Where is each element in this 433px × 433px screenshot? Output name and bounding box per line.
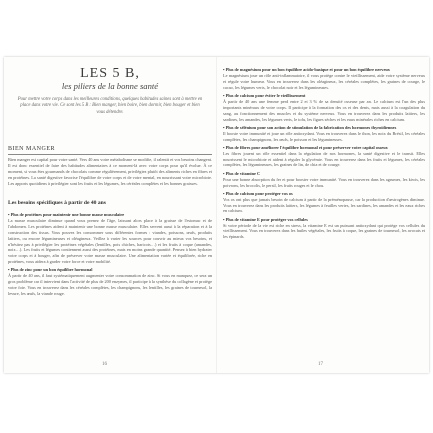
- list-item: [223, 191, 425, 215]
- subsection-heading: Les besoins spécifiques à partir de 40 ans: [8, 200, 106, 206]
- chapter-intro: Pour mettre votre corps dans les meilleures conditions, quelques habitudes saines sont à mettre en place dans votre vie. Ce sont les 5 B : Bien manger, bien boire, bien dormir, bien bouger et bien vous détendre.: [17, 97, 203, 115]
- item-heading: • Plus de calcium pour éviter le vieillissement: [223, 92, 306, 98]
- item-text: À partir de 40 ans, il faut systématiquement augmenter votre consommation de zinc. Si vous en manquez, ce sera un gros problème car il intervient dans l'activité de plus de 200 enzymes, il participe à la synthèse du collagène et protège votre foie. Vous en trouverez dans les céréales complètes, les champignons, les lentilles, les graines de tournesol, la levure, les œufs, la viande rouge.: [8, 273, 212, 297]
- item-heading: • Plus de vitamine C: [223, 170, 261, 176]
- book-gutter: [216, 57, 217, 373]
- item-heading: • Plus de zinc pour un bon équilibre hormonal: [8, 267, 93, 273]
- item-heading: • Plus de fibres pour améliorer l'équilibre hormonal et pour préserver votre capital osseux: [223, 144, 388, 150]
- bien-manger-paragraph: Bien manger est capital pour votre santé. Vers 40 ans votre métabolisme se modifie, il ralentit et vos besoins changent. Il est donc essentiel de faire des habitudes alimentaires à ce moment-là avec votre corps pour qu'il évolue. À ce moment, si vous êtes gourmands de chocolats comme régulièrement, privilégiez plutôt des aliments riches en fibres et en protéines. La santé digestive favorise l'équilibre de votre corps et de votre mental, en nourrissant votre microbiote. Les apports quotidiens à privilégier sont les fruits et les légumes, les céréales complètes et les bonnes graisses.: [8, 157, 212, 186]
- section-heading-bien-manger: BIEN MANGER: [8, 146, 55, 152]
- item-text: À partir de 40 ans une femme perd entre 2 et 3 % de sa densité osseuse par an. Le calcium est l'un des plus importants minéraux de votre corps. Il participe à la formation des os et des dents, mais aussi à la coagulation du sang, au fonctionnement des muscles et du système nerveux. Vous en trouverez dans les produits laitiers, les sardines, les amandes, les légumes verts, le tofu, les figues sèches et les eaux minérales riches en calcium.: [223, 98, 425, 122]
- list-item: [223, 125, 425, 143]
- left-items: [8, 212, 212, 299]
- list-item: [223, 93, 425, 123]
- right-page: [223, 60, 425, 372]
- item-heading: • Plus de sélénium pour son action de stimulation de la fabrication des hormones thyroïdiennes: [223, 124, 397, 130]
- heading-rule: [8, 154, 212, 155]
- item-heading: • Plus de vitamine E pour protéger vos cellules: [223, 216, 308, 222]
- item-text: Pour une bonne absorption du fer et pour booster votre immunité. Vous en trouverez dans les agrumes, les kiwis, les poivrons, les brocolis, le persil, les fruits rouges et le chou.: [223, 176, 425, 188]
- list-item: [8, 212, 212, 265]
- item-text: Si votre période de la vie est riche en stress, la vitamine E est un puissant antioxydant qui protège vos cellules du vieillissement. Vous en trouverez dans les huiles végétales, les fruits à coque, les graines de tournesol, les avocats et les épinards.: [223, 222, 425, 240]
- item-text: La masse musculaire diminue quand vous prenez de l'âge, laissant alors place à la graisse de l'estomac et de l'abdomen. Les protéines aident à maintenir une bonne masse musculaire. Elles servent aussi à la réparation et à la construction des tissus. Vous pouvez les consommer sous différentes formes : viandes, poissons, œufs, produits laitiers, ou encore légumineuses et oléagineux. Veillez à varier les sources pour couvrir au mieux vos besoins, et n'hésitez pas à privilégier les protéines végétales (lentilles, pois chiches, haricots…) et les fruits à coque (amandes, noix…). Les fruits et légumes contiennent aussi des protéines, mais en moins grande quantité. Pensez à bien hydrater votre corps et à bouger, afin de préserver votre masse musculaire. Une alimentation variée et équilibrée, riche en protéines, vous aidera à garder votre force et votre mobilité.: [8, 217, 212, 265]
- chapter-title: LES 5 B,: [80, 66, 140, 81]
- item-text: Il booste votre immunité et joue un rôle antioxydant. Vous en trouverez dans le thon, les noix du Brésil, les céréales complètes, les champignons, les œufs, le poisson et les légumineuses.: [223, 130, 425, 142]
- list-item: [223, 145, 425, 169]
- list-item: [223, 217, 425, 241]
- left-page: [8, 60, 212, 372]
- item-text: Les fibres jouent un rôle essentiel dans la régulation de nos hormones, la santé digestive et le transit. Elles nourrissent le microbiote et aident à réguler la glycémie. Vous en trouverez dans les fruits et légumes, les céréales complètes, les légumineuses, les graines de lin, de chia et de courge.: [223, 150, 425, 168]
- list-item: [8, 267, 212, 297]
- page-number-left: 16: [102, 362, 107, 367]
- list-item: [223, 67, 425, 91]
- page-number-right: 17: [318, 362, 323, 367]
- item-heading: • Plus de magnésium pour un bon équilibre acido-basique et pour un bon équilibre nerveux: [223, 67, 390, 72]
- item-heading: • Plus de protéines pour maintenir une bonne masse musculaire: [8, 212, 125, 217]
- chapter-subtitle: les piliers de la bonne santé: [61, 81, 159, 91]
- item-heading: • Plus de calcium pour protéger vos os: [223, 190, 293, 196]
- item-text: Vos os ont plus que jamais besoin de calcium à partir de la préménopause, car la production d'œstrogènes diminue. Vous en trouverez dans les produits laitiers, les légumes à feuilles vertes, les sardines, les amandes et les eaux riches en calcium.: [223, 196, 425, 214]
- item-text: Le magnésium joue un rôle anti-inflammatoire, il vous protège contre le vieillissement, aide votre système nerveux et régule votre humeur. Vous en trouverez dans les oléagineux, les céréales complètes, les graines de courge, le cacao, les légumes verts, le chocolat noir et les légumineuses.: [223, 72, 425, 90]
- list-item: [223, 171, 425, 189]
- right-items: [223, 67, 425, 243]
